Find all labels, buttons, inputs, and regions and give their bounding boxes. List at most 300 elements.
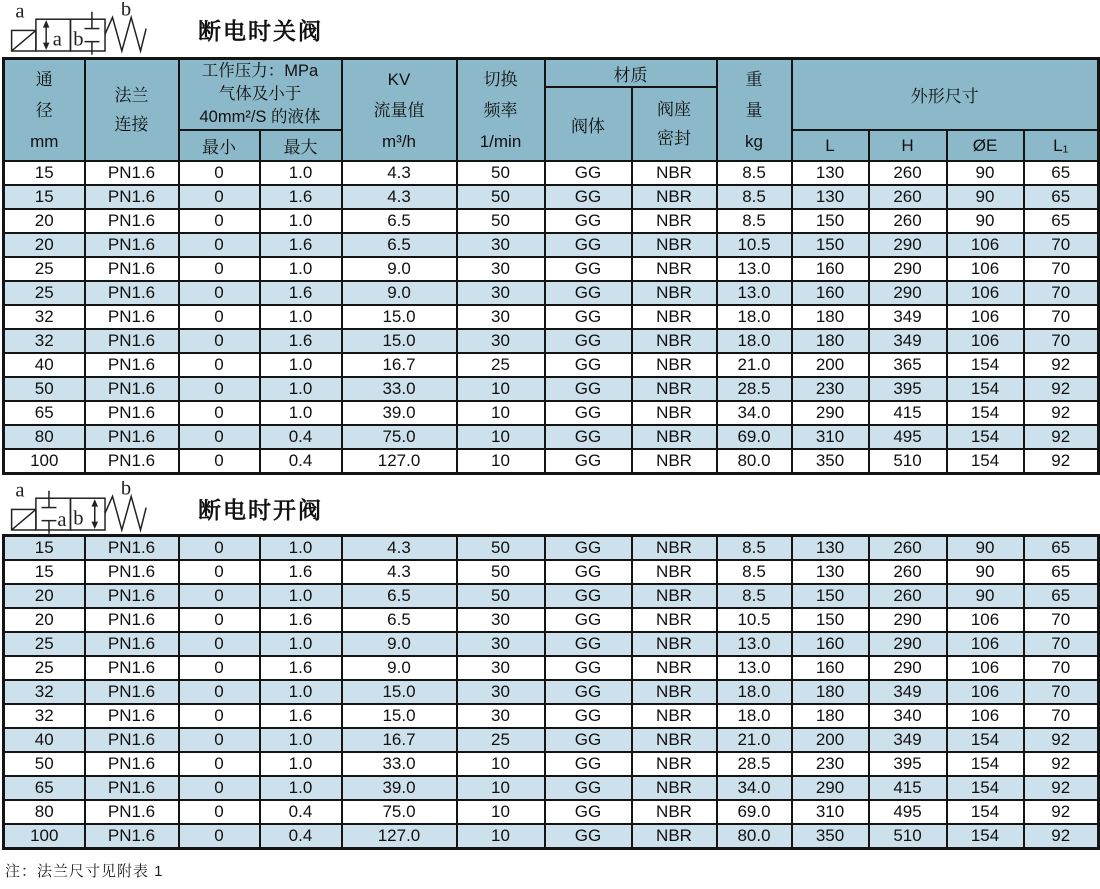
col-header-pressure-max: 最大 bbox=[260, 130, 342, 161]
cell: 1.0 bbox=[260, 305, 342, 329]
table-row bbox=[4, 281, 1099, 305]
cell: 260 bbox=[869, 560, 947, 584]
cell: 106 bbox=[947, 704, 1024, 728]
table-body-open bbox=[4, 536, 1099, 849]
cell: 32 bbox=[4, 680, 85, 704]
cell: 90 bbox=[947, 185, 1024, 209]
cell: 180 bbox=[792, 329, 869, 353]
col-header-weight: 重 量 kg bbox=[717, 59, 792, 162]
cell: 90 bbox=[947, 536, 1024, 561]
cell: 6.5 bbox=[342, 233, 457, 257]
table-row bbox=[4, 536, 1099, 561]
cell: GG bbox=[545, 353, 632, 377]
cell: 9.0 bbox=[342, 281, 457, 305]
cell: 13.0 bbox=[717, 281, 792, 305]
cell: 20 bbox=[4, 209, 85, 233]
cell: 415 bbox=[869, 776, 947, 800]
cell: 70 bbox=[1024, 305, 1099, 329]
cell: 290 bbox=[869, 632, 947, 656]
cell: 65 bbox=[1024, 185, 1099, 209]
cell: 80 bbox=[4, 800, 85, 824]
cell: 1.0 bbox=[260, 632, 342, 656]
table-row bbox=[4, 608, 1099, 632]
cell: 1.0 bbox=[260, 257, 342, 281]
cell: 154 bbox=[947, 800, 1024, 824]
cell: PN1.6 bbox=[85, 584, 179, 608]
cell: 349 bbox=[869, 728, 947, 752]
cell: 15.0 bbox=[342, 329, 457, 353]
cell: 34.0 bbox=[717, 401, 792, 425]
table-row bbox=[4, 377, 1099, 401]
cell: 290 bbox=[792, 401, 869, 425]
cell: 0 bbox=[179, 449, 260, 474]
cell: 21.0 bbox=[717, 353, 792, 377]
col-header-flange: 法兰 连接 bbox=[85, 59, 179, 162]
cell: 230 bbox=[792, 752, 869, 776]
cell: 9.0 bbox=[342, 257, 457, 281]
cell: 106 bbox=[947, 632, 1024, 656]
cell: 10 bbox=[457, 824, 545, 849]
cell: NBR bbox=[632, 401, 717, 425]
cell: 13.0 bbox=[717, 656, 792, 680]
table-row bbox=[4, 704, 1099, 728]
cell: 0 bbox=[179, 800, 260, 824]
cell: 75.0 bbox=[342, 800, 457, 824]
cell: 39.0 bbox=[342, 401, 457, 425]
cell: 0 bbox=[179, 329, 260, 353]
cell: 40 bbox=[4, 353, 85, 377]
cell: PN1.6 bbox=[85, 305, 179, 329]
table-row bbox=[4, 632, 1099, 656]
cell: 50 bbox=[457, 209, 545, 233]
cell: 0 bbox=[179, 752, 260, 776]
cell: 15.0 bbox=[342, 704, 457, 728]
cell: 30 bbox=[457, 680, 545, 704]
cell: 395 bbox=[869, 752, 947, 776]
cell: 65 bbox=[4, 776, 85, 800]
valve-symbol-deenergized-closed-icon bbox=[6, 2, 148, 57]
cell: 1.6 bbox=[260, 608, 342, 632]
cell: 0 bbox=[179, 209, 260, 233]
cell: GG bbox=[545, 584, 632, 608]
col-header-seat-seal: 阀座 密封 bbox=[632, 87, 717, 161]
cell: 290 bbox=[869, 233, 947, 257]
col-header-valve-body: 阀体 bbox=[545, 87, 632, 161]
cell: 30 bbox=[457, 632, 545, 656]
cell: 90 bbox=[947, 209, 1024, 233]
cell: 30 bbox=[457, 704, 545, 728]
cell: NBR bbox=[632, 305, 717, 329]
col-header-pressure-group: 工作压力：MPa 气体及小于 40mm²/S 的液体 bbox=[179, 59, 342, 131]
cell: GG bbox=[545, 800, 632, 824]
cell: 25 bbox=[4, 281, 85, 305]
cell: 65 bbox=[1024, 161, 1099, 185]
cell: 8.5 bbox=[717, 209, 792, 233]
cell: 39.0 bbox=[342, 776, 457, 800]
cell: 30 bbox=[457, 608, 545, 632]
col-header-dim-l: L bbox=[792, 130, 869, 161]
cell: PN1.6 bbox=[85, 728, 179, 752]
table-row bbox=[4, 449, 1099, 474]
cell: 0.4 bbox=[260, 425, 342, 449]
cell: 154 bbox=[947, 449, 1024, 474]
cell: NBR bbox=[632, 185, 717, 209]
cell: 25 bbox=[4, 632, 85, 656]
cell: 415 bbox=[869, 401, 947, 425]
cell: 13.0 bbox=[717, 632, 792, 656]
cell: 106 bbox=[947, 656, 1024, 680]
cell: 127.0 bbox=[342, 449, 457, 474]
cell: 90 bbox=[947, 584, 1024, 608]
cell: PN1.6 bbox=[85, 161, 179, 185]
cell: 349 bbox=[869, 305, 947, 329]
cell: NBR bbox=[632, 680, 717, 704]
cell: 154 bbox=[947, 353, 1024, 377]
cell: 50 bbox=[457, 536, 545, 561]
cell: GG bbox=[545, 329, 632, 353]
cell: 80.0 bbox=[717, 449, 792, 474]
cell: PN1.6 bbox=[85, 353, 179, 377]
cell: 30 bbox=[457, 257, 545, 281]
cell: 10 bbox=[457, 449, 545, 474]
cell: 65 bbox=[1024, 560, 1099, 584]
cell: GG bbox=[545, 704, 632, 728]
cell: 10 bbox=[457, 800, 545, 824]
cell: 106 bbox=[947, 329, 1024, 353]
cell: 70 bbox=[1024, 233, 1099, 257]
table-row bbox=[4, 824, 1099, 849]
cell: GG bbox=[545, 608, 632, 632]
cell: 33.0 bbox=[342, 752, 457, 776]
col-header-dim-l1: L₁ bbox=[1024, 130, 1099, 161]
cell: PN1.6 bbox=[85, 209, 179, 233]
cell: 18.0 bbox=[717, 329, 792, 353]
cell: 0 bbox=[179, 704, 260, 728]
cell: 65 bbox=[1024, 536, 1099, 561]
section-head-open bbox=[0, 475, 1100, 534]
cell: 92 bbox=[1024, 449, 1099, 474]
cell: 150 bbox=[792, 209, 869, 233]
cell: 4.3 bbox=[342, 161, 457, 185]
cell: 25 bbox=[4, 656, 85, 680]
cell: 160 bbox=[792, 257, 869, 281]
spec-table-open bbox=[2, 534, 1100, 850]
cell: 0 bbox=[179, 824, 260, 849]
cell: PN1.6 bbox=[85, 560, 179, 584]
cell: 0.4 bbox=[260, 824, 342, 849]
cell: 349 bbox=[869, 680, 947, 704]
cell: 106 bbox=[947, 680, 1024, 704]
cell: NBR bbox=[632, 161, 717, 185]
port-label-a: a bbox=[15, 481, 25, 502]
cell: PN1.6 bbox=[85, 824, 179, 849]
cell: 0 bbox=[179, 233, 260, 257]
cell: 10 bbox=[457, 776, 545, 800]
table-row bbox=[4, 425, 1099, 449]
cell: 0 bbox=[179, 560, 260, 584]
col-header-material-group: 材质 bbox=[545, 59, 717, 88]
col-header-kv: KV 流量值 m³/h bbox=[342, 59, 457, 162]
cell: PN1.6 bbox=[85, 800, 179, 824]
cell: 18.0 bbox=[717, 680, 792, 704]
col-header-dim-oe: ØE bbox=[947, 130, 1024, 161]
cell: 1.0 bbox=[260, 752, 342, 776]
cell: 0 bbox=[179, 608, 260, 632]
cell: 20 bbox=[4, 608, 85, 632]
cell: 32 bbox=[4, 704, 85, 728]
cell: PN1.6 bbox=[85, 425, 179, 449]
cell: GG bbox=[545, 536, 632, 561]
cell: 70 bbox=[1024, 257, 1099, 281]
cell: GG bbox=[545, 161, 632, 185]
valve-symbol-deenergized-open-icon bbox=[6, 481, 148, 536]
cell: 32 bbox=[4, 329, 85, 353]
cell: 160 bbox=[792, 632, 869, 656]
cell: 10.5 bbox=[717, 233, 792, 257]
cell: GG bbox=[545, 209, 632, 233]
box-label-a: a bbox=[57, 509, 67, 532]
cell: 70 bbox=[1024, 281, 1099, 305]
cell: 1.6 bbox=[260, 329, 342, 353]
section-title-closed: 断电时关阀 bbox=[198, 18, 323, 44]
cell: GG bbox=[545, 257, 632, 281]
cell: NBR bbox=[632, 584, 717, 608]
table-row bbox=[4, 728, 1099, 752]
cell: 30 bbox=[457, 233, 545, 257]
cell: 260 bbox=[869, 185, 947, 209]
cell: 40 bbox=[4, 728, 85, 752]
cell: PN1.6 bbox=[85, 281, 179, 305]
cell: NBR bbox=[632, 209, 717, 233]
cell: 495 bbox=[869, 800, 947, 824]
cell: 75.0 bbox=[342, 425, 457, 449]
cell: 1.6 bbox=[260, 281, 342, 305]
cell: PN1.6 bbox=[85, 377, 179, 401]
cell: 260 bbox=[869, 536, 947, 561]
cell: 106 bbox=[947, 281, 1024, 305]
cell: 100 bbox=[4, 824, 85, 849]
cell: GG bbox=[545, 449, 632, 474]
cell: 200 bbox=[792, 728, 869, 752]
cell: 0 bbox=[179, 584, 260, 608]
cell: 0.4 bbox=[260, 800, 342, 824]
cell: 50 bbox=[4, 377, 85, 401]
cell: 92 bbox=[1024, 824, 1099, 849]
cell: 8.5 bbox=[717, 560, 792, 584]
cell: 290 bbox=[869, 608, 947, 632]
cell: NBR bbox=[632, 233, 717, 257]
table-row bbox=[4, 329, 1099, 353]
cell: 90 bbox=[947, 560, 1024, 584]
cell: 30 bbox=[457, 305, 545, 329]
cell: 92 bbox=[1024, 800, 1099, 824]
cell: 310 bbox=[792, 425, 869, 449]
cell: NBR bbox=[632, 281, 717, 305]
cell: PN1.6 bbox=[85, 608, 179, 632]
cell: 8.5 bbox=[717, 185, 792, 209]
cell: 1.0 bbox=[260, 728, 342, 752]
cell: PN1.6 bbox=[85, 704, 179, 728]
cell: 15 bbox=[4, 161, 85, 185]
col-header-dimensions-group: 外形尺寸 bbox=[792, 59, 1099, 131]
cell: 92 bbox=[1024, 401, 1099, 425]
cell: 92 bbox=[1024, 776, 1099, 800]
cell: 34.0 bbox=[717, 776, 792, 800]
cell: 70 bbox=[1024, 329, 1099, 353]
cell: 65 bbox=[1024, 209, 1099, 233]
cell: 290 bbox=[869, 281, 947, 305]
cell: 100 bbox=[4, 449, 85, 474]
cell: 1.6 bbox=[260, 560, 342, 584]
footnote: 注：法兰尺寸见附表 1 bbox=[5, 863, 164, 880]
cell: PN1.6 bbox=[85, 752, 179, 776]
cell: NBR bbox=[632, 353, 717, 377]
col-header-diameter: 通 径 mm bbox=[4, 59, 85, 162]
cell: 9.0 bbox=[342, 632, 457, 656]
cell: 65 bbox=[4, 401, 85, 425]
cell: 160 bbox=[792, 281, 869, 305]
cell: 28.5 bbox=[717, 752, 792, 776]
table-row bbox=[4, 584, 1099, 608]
cell: 1.6 bbox=[260, 704, 342, 728]
cell: 1.0 bbox=[260, 401, 342, 425]
cell: 70 bbox=[1024, 680, 1099, 704]
section-title-open: 断电时开阀 bbox=[198, 497, 323, 523]
cell: PN1.6 bbox=[85, 449, 179, 474]
spec-table-closed bbox=[2, 57, 1100, 475]
cell: 15 bbox=[4, 185, 85, 209]
box-label-b: b bbox=[73, 28, 84, 51]
cell: 15 bbox=[4, 536, 85, 561]
cell: 10 bbox=[457, 752, 545, 776]
cell: NBR bbox=[632, 536, 717, 561]
cell: GG bbox=[545, 632, 632, 656]
cell: 0 bbox=[179, 185, 260, 209]
cell: 130 bbox=[792, 536, 869, 561]
cell: GG bbox=[545, 281, 632, 305]
cell: 70 bbox=[1024, 704, 1099, 728]
cell: NBR bbox=[632, 728, 717, 752]
port-label-a: a bbox=[15, 2, 25, 23]
box-label-a: a bbox=[52, 28, 62, 51]
cell: 365 bbox=[869, 353, 947, 377]
cell: 290 bbox=[792, 776, 869, 800]
cell: 50 bbox=[4, 752, 85, 776]
cell: 92 bbox=[1024, 377, 1099, 401]
table-row bbox=[4, 656, 1099, 680]
cell: 16.7 bbox=[342, 728, 457, 752]
section-head-closed bbox=[0, 0, 1100, 57]
cell: NBR bbox=[632, 425, 717, 449]
cell: 510 bbox=[869, 449, 947, 474]
cell: 130 bbox=[792, 185, 869, 209]
cell: 18.0 bbox=[717, 704, 792, 728]
cell: 25 bbox=[457, 728, 545, 752]
cell: 1.0 bbox=[260, 161, 342, 185]
table-row bbox=[4, 209, 1099, 233]
cell: NBR bbox=[632, 608, 717, 632]
cell: 10.5 bbox=[717, 608, 792, 632]
cell: 70 bbox=[1024, 608, 1099, 632]
cell: PN1.6 bbox=[85, 536, 179, 561]
cell: 1.0 bbox=[260, 680, 342, 704]
table-row bbox=[4, 401, 1099, 425]
cell: PN1.6 bbox=[85, 401, 179, 425]
cell: 154 bbox=[947, 401, 1024, 425]
cell: 50 bbox=[457, 560, 545, 584]
cell: 0 bbox=[179, 305, 260, 329]
cell: 0 bbox=[179, 377, 260, 401]
cell: 32 bbox=[4, 305, 85, 329]
cell: NBR bbox=[632, 776, 717, 800]
cell: 154 bbox=[947, 824, 1024, 849]
cell: 350 bbox=[792, 449, 869, 474]
cell: 90 bbox=[947, 161, 1024, 185]
cell: GG bbox=[545, 752, 632, 776]
cell: 1.0 bbox=[260, 377, 342, 401]
table-row bbox=[4, 800, 1099, 824]
cell: 260 bbox=[869, 209, 947, 233]
cell: PN1.6 bbox=[85, 680, 179, 704]
cell: 310 bbox=[792, 800, 869, 824]
cell: 106 bbox=[947, 608, 1024, 632]
cell: 10 bbox=[457, 425, 545, 449]
cell: 130 bbox=[792, 161, 869, 185]
cell: GG bbox=[545, 680, 632, 704]
cell: 6.5 bbox=[342, 608, 457, 632]
cell: 1.6 bbox=[260, 233, 342, 257]
cell: 260 bbox=[869, 161, 947, 185]
cell: GG bbox=[545, 377, 632, 401]
cell: 180 bbox=[792, 680, 869, 704]
cell: 50 bbox=[457, 584, 545, 608]
cell: PN1.6 bbox=[85, 656, 179, 680]
cell: 69.0 bbox=[717, 800, 792, 824]
cell: 10 bbox=[457, 401, 545, 425]
cell: 21.0 bbox=[717, 728, 792, 752]
cell: NBR bbox=[632, 449, 717, 474]
cell: 30 bbox=[457, 281, 545, 305]
cell: 1.6 bbox=[260, 185, 342, 209]
cell: 0.4 bbox=[260, 449, 342, 474]
cell: 1.0 bbox=[260, 209, 342, 233]
cell: 6.5 bbox=[342, 584, 457, 608]
cell: 106 bbox=[947, 233, 1024, 257]
cell: 106 bbox=[947, 257, 1024, 281]
cell: 33.0 bbox=[342, 377, 457, 401]
cell: 150 bbox=[792, 584, 869, 608]
cell: 0 bbox=[179, 536, 260, 561]
cell: 0 bbox=[179, 728, 260, 752]
cell: 6.5 bbox=[342, 209, 457, 233]
cell: 154 bbox=[947, 377, 1024, 401]
cell: 15.0 bbox=[342, 680, 457, 704]
cell: NBR bbox=[632, 704, 717, 728]
table-row bbox=[4, 233, 1099, 257]
table-row bbox=[4, 560, 1099, 584]
table-row bbox=[4, 161, 1099, 185]
cell: NBR bbox=[632, 560, 717, 584]
cell: 106 bbox=[947, 305, 1024, 329]
cell: 80 bbox=[4, 425, 85, 449]
cell: NBR bbox=[632, 257, 717, 281]
cell: GG bbox=[545, 824, 632, 849]
cell: PN1.6 bbox=[85, 185, 179, 209]
cell: 160 bbox=[792, 656, 869, 680]
cell: 0 bbox=[179, 401, 260, 425]
cell: 92 bbox=[1024, 353, 1099, 377]
cell: 30 bbox=[457, 329, 545, 353]
